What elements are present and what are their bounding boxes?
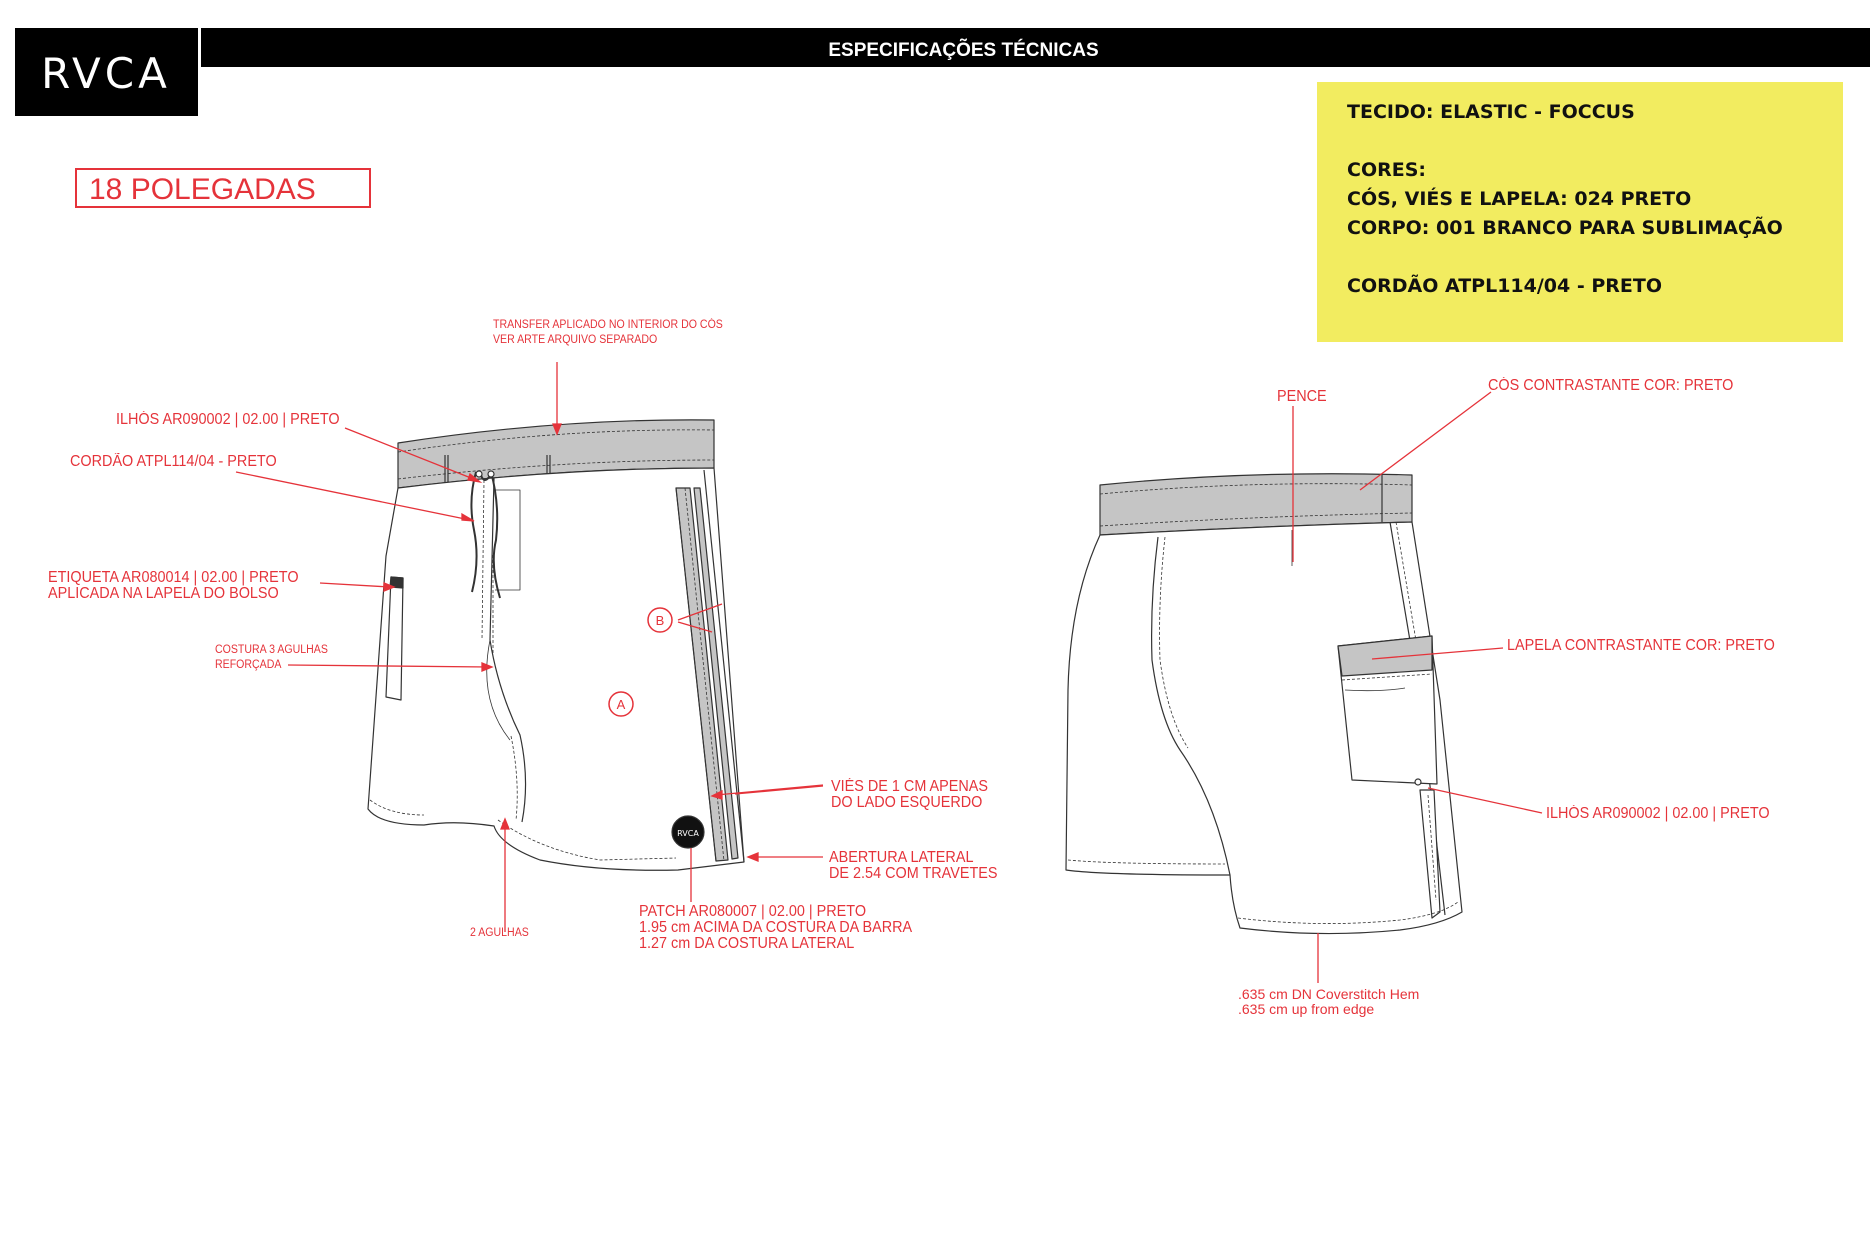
label-transfer: TRANSFER APLICADO NO INTERIOR DO CÓS VER ARTE ARQUIVO SEPARADO [493, 319, 723, 346]
label-vies: VIÉS DE 1 CM APENAS DO LADO ESQUERDO [831, 778, 989, 811]
label-ilhos-front: ILHÓS AR090002 | 02.00 | PRETO [116, 411, 340, 428]
spec-cos: CÓS, VIÉS E LAPELA: 024 PRETO [1347, 188, 1692, 210]
front-shorts-drawing [368, 420, 744, 870]
label-ilhos-back: ILHÓS AR090002 | 02.00 | PRETO [1546, 805, 1770, 822]
label-hem: .635 cm DN Coverstitch Hem .635 cm up from edge [1238, 986, 1420, 1017]
spec-cores-title: CORES: [1347, 159, 1426, 181]
label-cordao-front: CORDÃO ATPL114/04 - PRETO [70, 453, 277, 470]
spec-cordao: CORDÃO ATPL114/04 - PRETO [1347, 275, 1662, 297]
label-etiqueta: ETIQUETA AR080014 | 02.00 | PRETO APLICADA NA LAPELA DO BOLSO [48, 569, 299, 602]
marker-a: A [616, 697, 626, 712]
size-label: 18 POLEGADAS [75, 168, 371, 208]
patch-logo-text: RVCA [677, 829, 699, 838]
label-lapela-contrastante: LAPELA CONTRASTANTE COR: PRETO [1507, 637, 1775, 654]
label-abertura: ABERTURA LATERAL DE 2.54 COM TRAVETES [829, 849, 998, 882]
back-shorts-drawing [1066, 474, 1462, 934]
spec-corpo: CORPO: 001 BRANCO PARA SUBLIMAÇÃO [1347, 217, 1783, 239]
page-title: ESPECIFICAÇÕES TÉCNICAS [828, 40, 1099, 61]
label-pence: PENCE [1277, 388, 1327, 405]
label-patch: PATCH AR080007 | 02.00 | PRETO 1.95 cm ACIMA DA COSTURA DA BARRA 1.27 cm DA COSTURA LATERAL [639, 903, 913, 952]
label-2-agulhas: 2 AGULHAS [470, 927, 529, 939]
spec-tecido: TECIDO: ELASTIC - FOCCUS [1347, 101, 1635, 123]
marker-b: B [655, 613, 665, 628]
logo-text: RVCA [41, 49, 171, 98]
label-costura: COSTURA 3 AGULHAS REFORÇADA [215, 644, 328, 671]
label-cos-contrastante: CÓS CONTRASTANTE COR: PRETO [1488, 377, 1734, 394]
